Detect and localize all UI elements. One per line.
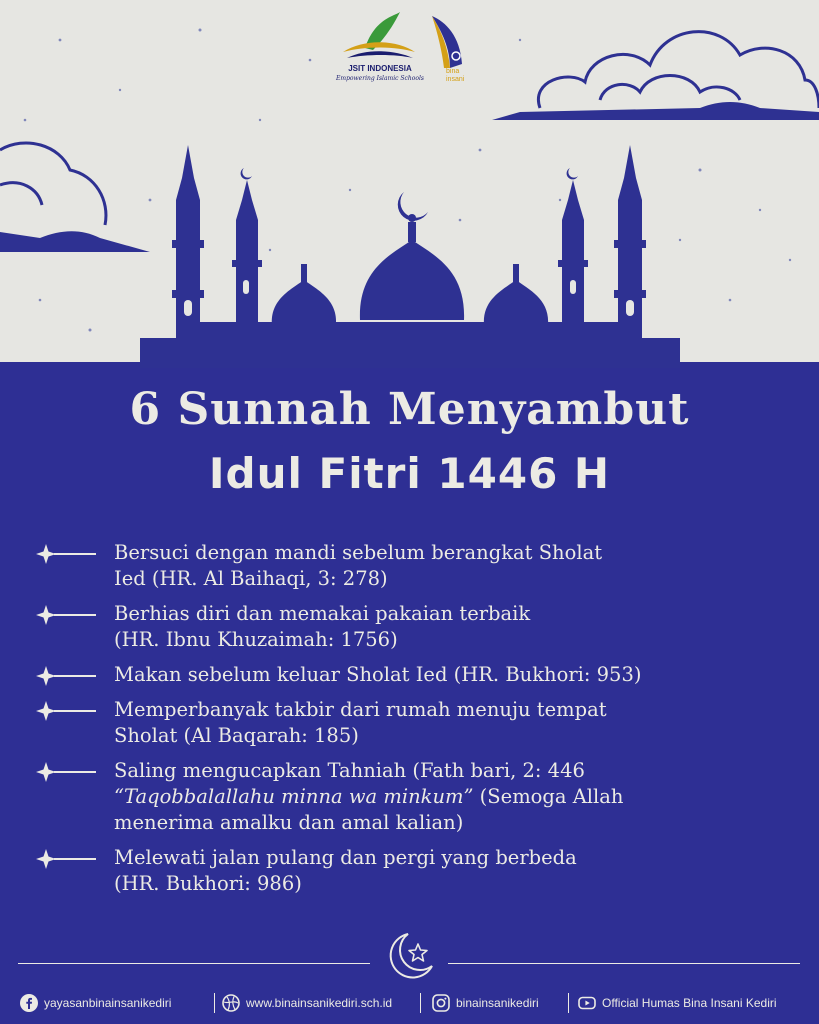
list-item	[36, 697, 796, 749]
title-line-2: Idul Fitri 1446 H	[208, 449, 611, 498]
list-item-text-post: (Semoga Allah menerima amalku dan amal kalian)	[114, 785, 624, 834]
footer-youtube[interactable]	[578, 990, 777, 1016]
list-item	[36, 845, 796, 897]
sunnah-list	[36, 540, 796, 906]
list-item-quote: “Taqobbalallahu minna wa minkum”	[114, 785, 474, 808]
crescent-star-icon	[384, 930, 436, 982]
list-item-text: Bersuci dengan mandi sebelum berangkat Sholat Ied (HR. Al Baihaqi, 3: 278)	[114, 541, 603, 590]
list-item-text: Makan sebelum keluar Sholat Ied (HR. Bukhori: 953)	[114, 663, 642, 686]
sparkle-icon	[36, 544, 96, 564]
title-line-1: 6 Sunnah Menyambut	[129, 384, 690, 435]
footer-separator	[420, 993, 421, 1013]
footer-instagram[interactable]	[432, 990, 539, 1016]
instagram-handle: binainsanikediri	[456, 996, 539, 1010]
bina-insani-wordmark	[446, 68, 470, 84]
jsit-logo	[335, 8, 425, 90]
list-item	[36, 662, 796, 688]
bina-insani-emblem-icon	[428, 12, 468, 72]
list-item-text-pre: Saling mengucapkan Tahniah (Fath bari, 2: 446	[114, 759, 585, 782]
footer-website[interactable]	[222, 990, 392, 1016]
list-item-text	[114, 758, 796, 836]
youtube-icon	[578, 994, 596, 1012]
facebook-handle: yayasanbinainsanikediri	[44, 996, 172, 1010]
sparkle-icon	[36, 605, 96, 625]
footer-separator	[214, 993, 215, 1013]
website-url: www.binainsanikediri.sch.id	[246, 996, 393, 1010]
page-title	[0, 378, 819, 506]
list-item-text: Memperbanyak takbir dari rumah menuju tempat Sholat (Al Baqarah: 185)	[114, 698, 607, 747]
bina-insani-logo	[428, 12, 468, 92]
list-item	[36, 758, 796, 836]
facebook-icon	[20, 994, 38, 1012]
sparkle-icon	[36, 849, 96, 869]
jsit-emblem-icon	[335, 8, 425, 64]
jsit-name: JSIT INDONESIA	[348, 64, 412, 73]
footer	[0, 990, 819, 1016]
divider-right	[448, 963, 800, 964]
list-item-text: Berhias diri dan memakai pakaian terbaik (HR. Ibnu Khuzaimah: 1756)	[114, 602, 531, 651]
instagram-icon	[432, 994, 450, 1012]
divider-left	[18, 963, 370, 964]
sparkle-icon	[36, 701, 96, 721]
list-item	[36, 601, 796, 653]
insani-word: insani	[446, 76, 465, 83]
partner-logos	[0, 0, 819, 100]
youtube-channel: Official Humas Bina Insani Kediri	[602, 996, 777, 1010]
jsit-tagline: Empowering Islamic Schools	[336, 75, 424, 82]
footer-separator	[568, 993, 569, 1013]
list-item	[36, 540, 796, 592]
globe-icon	[222, 994, 240, 1012]
footer-facebook[interactable]	[20, 990, 171, 1016]
bina-word: bina	[446, 68, 460, 75]
sparkle-icon	[36, 666, 96, 686]
list-item-text: Melewati jalan pulang dan pergi yang berbeda (HR. Bukhori: 986)	[114, 846, 577, 895]
sparkle-icon	[36, 762, 96, 782]
